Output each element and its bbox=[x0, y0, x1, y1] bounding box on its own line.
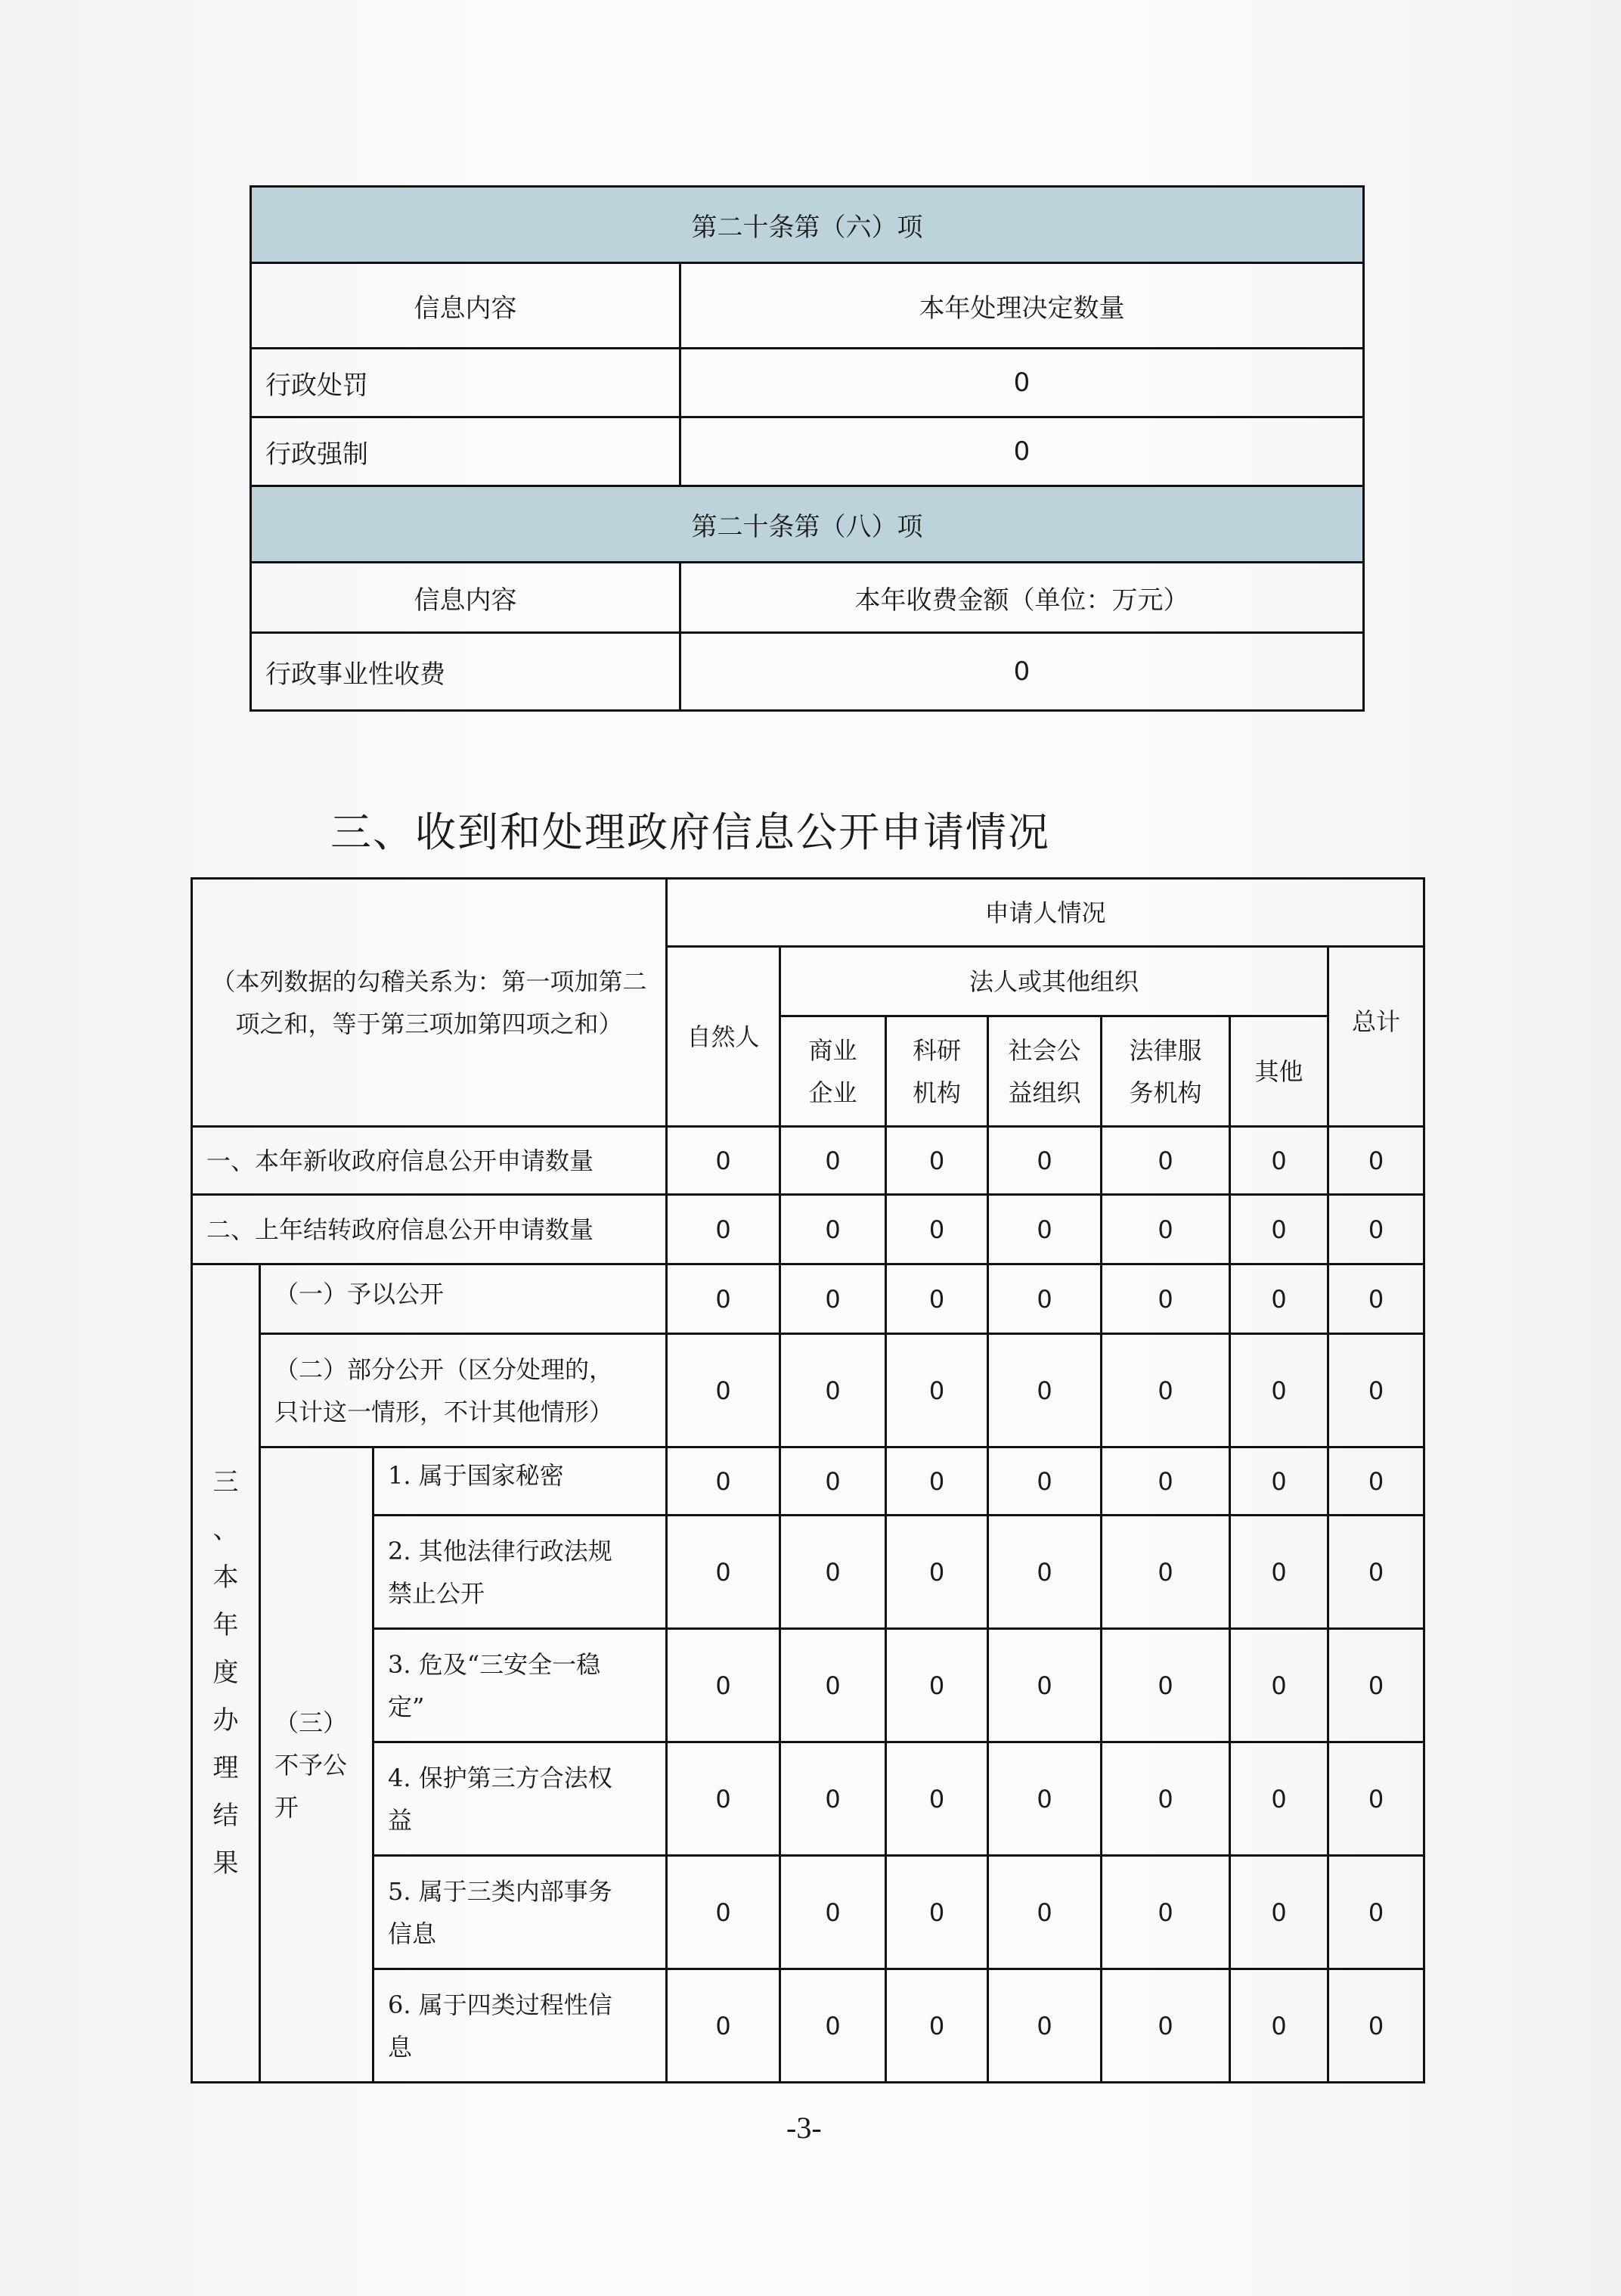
cell-public-welfare: 0 bbox=[988, 1969, 1102, 2083]
cell-legal-service: 0 bbox=[1102, 1447, 1230, 1516]
row-label: 一、本年新收政府信息公开申请数量 bbox=[192, 1127, 667, 1195]
section-band-article20-6: 第二十条第（六）项 bbox=[251, 187, 1364, 263]
header-commercial-enterprise bbox=[780, 1016, 886, 1127]
cell-other: 0 bbox=[1230, 1127, 1328, 1195]
cell-commercial: 0 bbox=[780, 1742, 886, 1856]
cell-commercial: 0 bbox=[780, 1334, 886, 1447]
label-line: 6. 属于四类过程性信 bbox=[388, 1990, 612, 2019]
label-line: 4. 保护第三方合法权 bbox=[388, 1763, 612, 1792]
cell-other: 0 bbox=[1230, 1195, 1328, 1264]
cell-other: 0 bbox=[1230, 1742, 1328, 1856]
cell-commercial: 0 bbox=[780, 1195, 886, 1264]
row-label: 二、上年结转政府信息公开申请数量 bbox=[192, 1195, 667, 1264]
vertical-char: 结 bbox=[212, 1800, 239, 1831]
header-public-welfare-org bbox=[988, 1016, 1102, 1127]
row-value: 0 bbox=[680, 633, 1364, 711]
header-line: 务机构 bbox=[1129, 1078, 1202, 1107]
cell-legal-service: 0 bbox=[1102, 1127, 1230, 1195]
cell-legal-service: 0 bbox=[1102, 1969, 1230, 2083]
cell-public-welfare: 0 bbox=[988, 1447, 1102, 1516]
section-heading: 三、收到和处理政府信息公开申请情况 bbox=[330, 808, 1050, 856]
cell-public-welfare: 0 bbox=[988, 1856, 1102, 1969]
col-header-decision-count: 本年处理决定数量 bbox=[680, 263, 1364, 349]
cell-total: 0 bbox=[1328, 1856, 1424, 1969]
cell-legal-service: 0 bbox=[1102, 1195, 1230, 1264]
cell-commercial: 0 bbox=[780, 1629, 886, 1742]
table-row bbox=[251, 417, 1364, 486]
label-line: 开 bbox=[274, 1792, 299, 1822]
cell-research: 0 bbox=[886, 1969, 988, 2083]
vertical-char: 果 bbox=[212, 1848, 239, 1879]
row-label bbox=[373, 1856, 667, 1969]
cell-research: 0 bbox=[886, 1856, 988, 1969]
label-line: 3. 危及“三安全一稳 bbox=[388, 1649, 601, 1679]
reconciliation-note: （本列数据的勾稽关系为：第一项加第二项之和，等于第三项加第四项之和） bbox=[192, 879, 667, 1127]
label-line: 信息 bbox=[388, 1919, 437, 1948]
cell-commercial: 0 bbox=[780, 1969, 886, 2083]
cell-research: 0 bbox=[886, 1264, 988, 1334]
header-other: 其他 bbox=[1230, 1016, 1328, 1127]
cell-other: 0 bbox=[1230, 1334, 1328, 1447]
cell-other: 0 bbox=[1230, 1856, 1328, 1969]
cell-public-welfare: 0 bbox=[988, 1629, 1102, 1742]
table-row bbox=[251, 349, 1364, 417]
vertical-char: 办 bbox=[212, 1705, 239, 1736]
cell-other: 0 bbox=[1230, 1447, 1328, 1516]
cell-other: 0 bbox=[1230, 1516, 1328, 1629]
cell-commercial: 0 bbox=[780, 1447, 886, 1516]
cell-natural-person: 0 bbox=[667, 1127, 780, 1195]
label-line: 息 bbox=[388, 2032, 413, 2062]
header-line: 科研 bbox=[913, 1035, 962, 1065]
cell-research: 0 bbox=[886, 1629, 988, 1742]
col-header-info-content: 信息内容 bbox=[251, 263, 680, 349]
cell-public-welfare: 0 bbox=[988, 1127, 1102, 1195]
result-group-label bbox=[192, 1264, 260, 2083]
header-line: 法律服 bbox=[1129, 1035, 1202, 1065]
cell-natural-person: 0 bbox=[667, 1334, 780, 1447]
label-line: （二）部分公开（区分处理的， bbox=[274, 1354, 614, 1384]
vertical-char: 本 bbox=[212, 1562, 239, 1593]
cell-research: 0 bbox=[886, 1127, 988, 1195]
cell-research: 0 bbox=[886, 1334, 988, 1447]
cell-total: 0 bbox=[1328, 1264, 1424, 1334]
row-label: 1. 属于国家秘密 bbox=[373, 1447, 667, 1516]
row-label bbox=[260, 1334, 667, 1447]
header-natural-person: 自然人 bbox=[667, 947, 780, 1127]
header-line: 益组织 bbox=[1008, 1078, 1081, 1107]
cell-research: 0 bbox=[886, 1516, 988, 1629]
table-row-not-disclosed-4 bbox=[192, 1742, 1424, 1856]
header-total: 总计 bbox=[1328, 947, 1424, 1127]
table-row-new-applications bbox=[192, 1127, 1424, 1195]
cell-natural-person: 0 bbox=[667, 1629, 780, 1742]
vertical-char: 度 bbox=[212, 1658, 239, 1689]
cell-natural-person: 0 bbox=[667, 1447, 780, 1516]
row-label: （一）予以公开 bbox=[260, 1264, 667, 1334]
vertical-char: 三 bbox=[212, 1467, 239, 1498]
cell-total: 0 bbox=[1328, 1127, 1424, 1195]
header-line: 商业 bbox=[808, 1035, 857, 1065]
not-disclosed-group-label bbox=[260, 1447, 373, 2083]
cell-total: 0 bbox=[1328, 1195, 1424, 1264]
cell-commercial: 0 bbox=[780, 1516, 886, 1629]
cell-natural-person: 0 bbox=[667, 1856, 780, 1969]
table-row-not-disclosed-6 bbox=[192, 1969, 1424, 2083]
vertical-char: 理 bbox=[212, 1752, 239, 1783]
table-row bbox=[251, 633, 1364, 711]
col-header-fee-amount: 本年收费金额（单位：万元） bbox=[680, 563, 1364, 633]
cell-commercial: 0 bbox=[780, 1856, 886, 1969]
row-label bbox=[373, 1969, 667, 2083]
cell-total: 0 bbox=[1328, 1742, 1424, 1856]
cell-legal-service: 0 bbox=[1102, 1629, 1230, 1742]
cell-legal-service: 0 bbox=[1102, 1856, 1230, 1969]
table-row-not-disclosed-1 bbox=[192, 1447, 1424, 1516]
cell-public-welfare: 0 bbox=[988, 1195, 1102, 1264]
vertical-char: 年 bbox=[212, 1610, 239, 1641]
label-line: 定” bbox=[388, 1692, 425, 1721]
cell-legal-service: 0 bbox=[1102, 1334, 1230, 1447]
table-row-carried-over bbox=[192, 1195, 1424, 1264]
label-line: 不予公 bbox=[274, 1750, 348, 1779]
label-line: 只计这一情形，不计其他情形） bbox=[274, 1397, 614, 1426]
cell-research: 0 bbox=[886, 1195, 988, 1264]
label-line: 禁止公开 bbox=[388, 1578, 485, 1608]
header-legal-entity: 法人或其他组织 bbox=[780, 947, 1328, 1016]
cell-commercial: 0 bbox=[780, 1264, 886, 1334]
label-line: 5. 属于三类内部事务 bbox=[388, 1876, 612, 1906]
cell-public-welfare: 0 bbox=[988, 1264, 1102, 1334]
cell-total: 0 bbox=[1328, 1629, 1424, 1742]
row-label bbox=[373, 1516, 667, 1629]
cell-other: 0 bbox=[1230, 1629, 1328, 1742]
table-row-partially-disclosed bbox=[192, 1334, 1424, 1447]
cell-legal-service: 0 bbox=[1102, 1516, 1230, 1629]
col-header-info-content: 信息内容 bbox=[251, 563, 680, 633]
header-line: 社会公 bbox=[1008, 1035, 1081, 1065]
cell-public-welfare: 0 bbox=[988, 1516, 1102, 1629]
cell-total: 0 bbox=[1328, 1516, 1424, 1629]
cell-total: 0 bbox=[1328, 1334, 1424, 1447]
header-research-institution bbox=[886, 1016, 988, 1127]
cell-public-welfare: 0 bbox=[988, 1334, 1102, 1447]
row-label bbox=[373, 1629, 667, 1742]
table-row-not-disclosed-3 bbox=[192, 1629, 1424, 1742]
cell-research: 0 bbox=[886, 1742, 988, 1856]
row-value: 0 bbox=[680, 349, 1364, 417]
label-line: 2. 其他法律行政法规 bbox=[388, 1536, 612, 1565]
row-label bbox=[373, 1742, 667, 1856]
header-line: 机构 bbox=[913, 1078, 962, 1107]
section-band-article20-8: 第二十条第（八）项 bbox=[251, 486, 1364, 563]
header-applicant: 申请人情况 bbox=[667, 879, 1424, 947]
cell-public-welfare: 0 bbox=[988, 1742, 1102, 1856]
cell-natural-person: 0 bbox=[667, 1516, 780, 1629]
table-row-not-disclosed-2 bbox=[192, 1516, 1424, 1629]
row-label: 行政强制 bbox=[251, 417, 680, 486]
cell-legal-service: 0 bbox=[1102, 1264, 1230, 1334]
cell-natural-person: 0 bbox=[667, 1264, 780, 1334]
label-line: 益 bbox=[388, 1805, 413, 1835]
cell-commercial: 0 bbox=[780, 1127, 886, 1195]
row-label: 行政处罚 bbox=[251, 349, 680, 417]
cell-natural-person: 0 bbox=[667, 1969, 780, 2083]
cell-other: 0 bbox=[1230, 1969, 1328, 2083]
row-label: 行政事业性收费 bbox=[251, 633, 680, 711]
vertical-char: 、 bbox=[212, 1515, 239, 1546]
cell-natural-person: 0 bbox=[667, 1195, 780, 1264]
cell-total: 0 bbox=[1328, 1969, 1424, 2083]
cell-other: 0 bbox=[1230, 1264, 1328, 1334]
cell-legal-service: 0 bbox=[1102, 1742, 1230, 1856]
table-row-disclosed bbox=[192, 1264, 1424, 1334]
cell-research: 0 bbox=[886, 1447, 988, 1516]
row-value: 0 bbox=[680, 417, 1364, 486]
disclosure-table-article20 bbox=[250, 185, 1365, 712]
table-row-not-disclosed-5 bbox=[192, 1856, 1424, 1969]
applications-table bbox=[191, 877, 1425, 2083]
label-line: （三） bbox=[274, 1708, 348, 1737]
cell-natural-person: 0 bbox=[667, 1742, 780, 1856]
page-number: -3- bbox=[786, 2111, 822, 2145]
header-line: 企业 bbox=[808, 1078, 857, 1107]
cell-total: 0 bbox=[1328, 1447, 1424, 1516]
header-legal-service-org bbox=[1102, 1016, 1230, 1127]
